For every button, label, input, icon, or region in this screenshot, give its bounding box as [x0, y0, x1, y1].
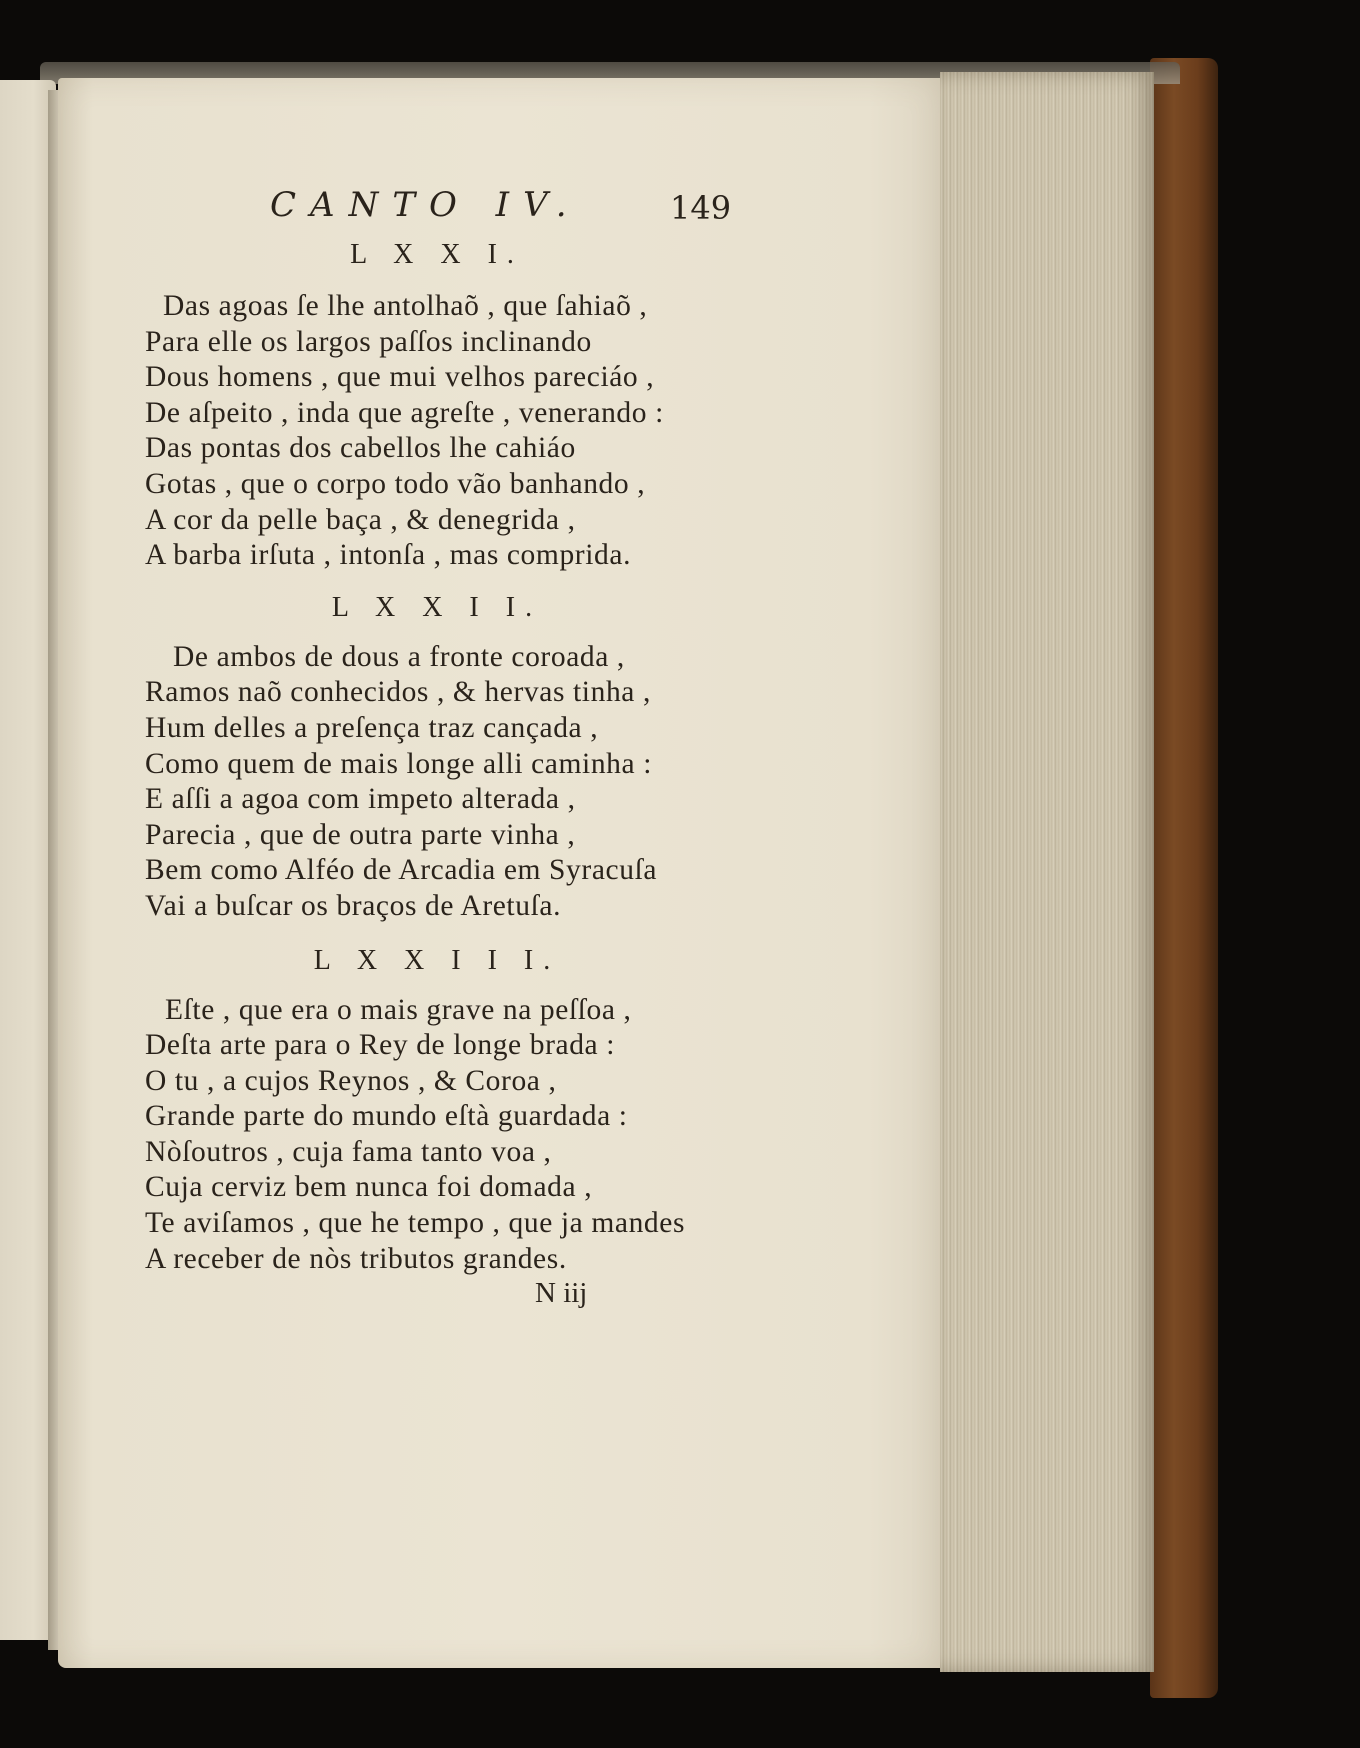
stanza	[145, 239, 745, 574]
verse-line: Bem como Alféo de Arcadia em Syracuſa	[145, 854, 658, 887]
page-block-fore-edge	[940, 72, 1154, 1672]
verse-line: Nòſoutros , cuja fama tanto voa ,	[145, 1135, 552, 1168]
stanza-number: L X X I I I.	[313, 944, 561, 976]
page-number: 149	[670, 189, 732, 227]
verse-line: De aſpeito , inda que agreſte , venerando :	[145, 396, 664, 429]
page-header	[145, 185, 745, 235]
verse-line: Das pontas dos cabellos lhe cahiáo	[145, 432, 576, 465]
stanza-lines	[145, 993, 745, 1278]
verse-line: E aſſi a agoa com impeto alterada ,	[145, 783, 576, 816]
verse-line: A cor da pelle baça , & denegrida ,	[145, 503, 576, 536]
stanza	[145, 592, 745, 925]
verse-line: Vai a buſcar os braços de Aretuſa.	[145, 889, 562, 922]
stanza-number: L X X I I.	[331, 591, 543, 623]
verse-line: Parecia , que de outra parte vinha ,	[145, 818, 576, 851]
stanza	[145, 945, 745, 1278]
verse-line: Para elle os largos paſſos inclinando	[145, 325, 592, 358]
verse-line: De ambos de dous a fronte coroada ,	[173, 640, 625, 673]
running-head: CANTO IV.	[270, 185, 581, 225]
verse-line: Gotas , que o corpo todo vão banhando ,	[145, 467, 646, 500]
verse-line: Ramos naõ conhecidos , & hervas tinha ,	[145, 676, 651, 709]
verse-line: A receber de nòs tributos grandes.	[145, 1242, 567, 1275]
verse-line: Te aviſamos , que he tempo , que ja mandes	[145, 1207, 686, 1240]
signature-mark: N iij	[535, 1277, 588, 1310]
verse-line: O tu , a cujos Reynos , & Coroa ,	[145, 1064, 557, 1097]
verse-line: Grande parte do mundo eſtà guardada :	[145, 1100, 628, 1133]
page-text	[145, 185, 745, 1310]
verse-line: Das agoas ſe lhe antolhaõ , que ſahiaõ ,	[163, 290, 648, 322]
verse-line: Eſte , que era o mais grave na peſſoa ,	[165, 993, 632, 1026]
stanza-lines	[145, 289, 745, 574]
verse-line: Deſta arte para o Rey de longe brada :	[145, 1029, 616, 1062]
stanza-number: L X X I.	[350, 239, 524, 270]
verse-line: Como quem de mais longe alli caminha :	[145, 747, 652, 780]
stanza-lines	[145, 640, 745, 925]
verse-line: Dous homens , que mui velhos pareciáo ,	[145, 361, 655, 394]
leather-cover	[1150, 58, 1218, 1698]
verse-line: Cuja cerviz bem nunca foi domada ,	[145, 1171, 593, 1204]
verse-line: A barba irſuta , intonſa , mas comprida.	[145, 539, 632, 572]
verse-line: Hum delles a preſença traz cançada ,	[145, 711, 599, 744]
